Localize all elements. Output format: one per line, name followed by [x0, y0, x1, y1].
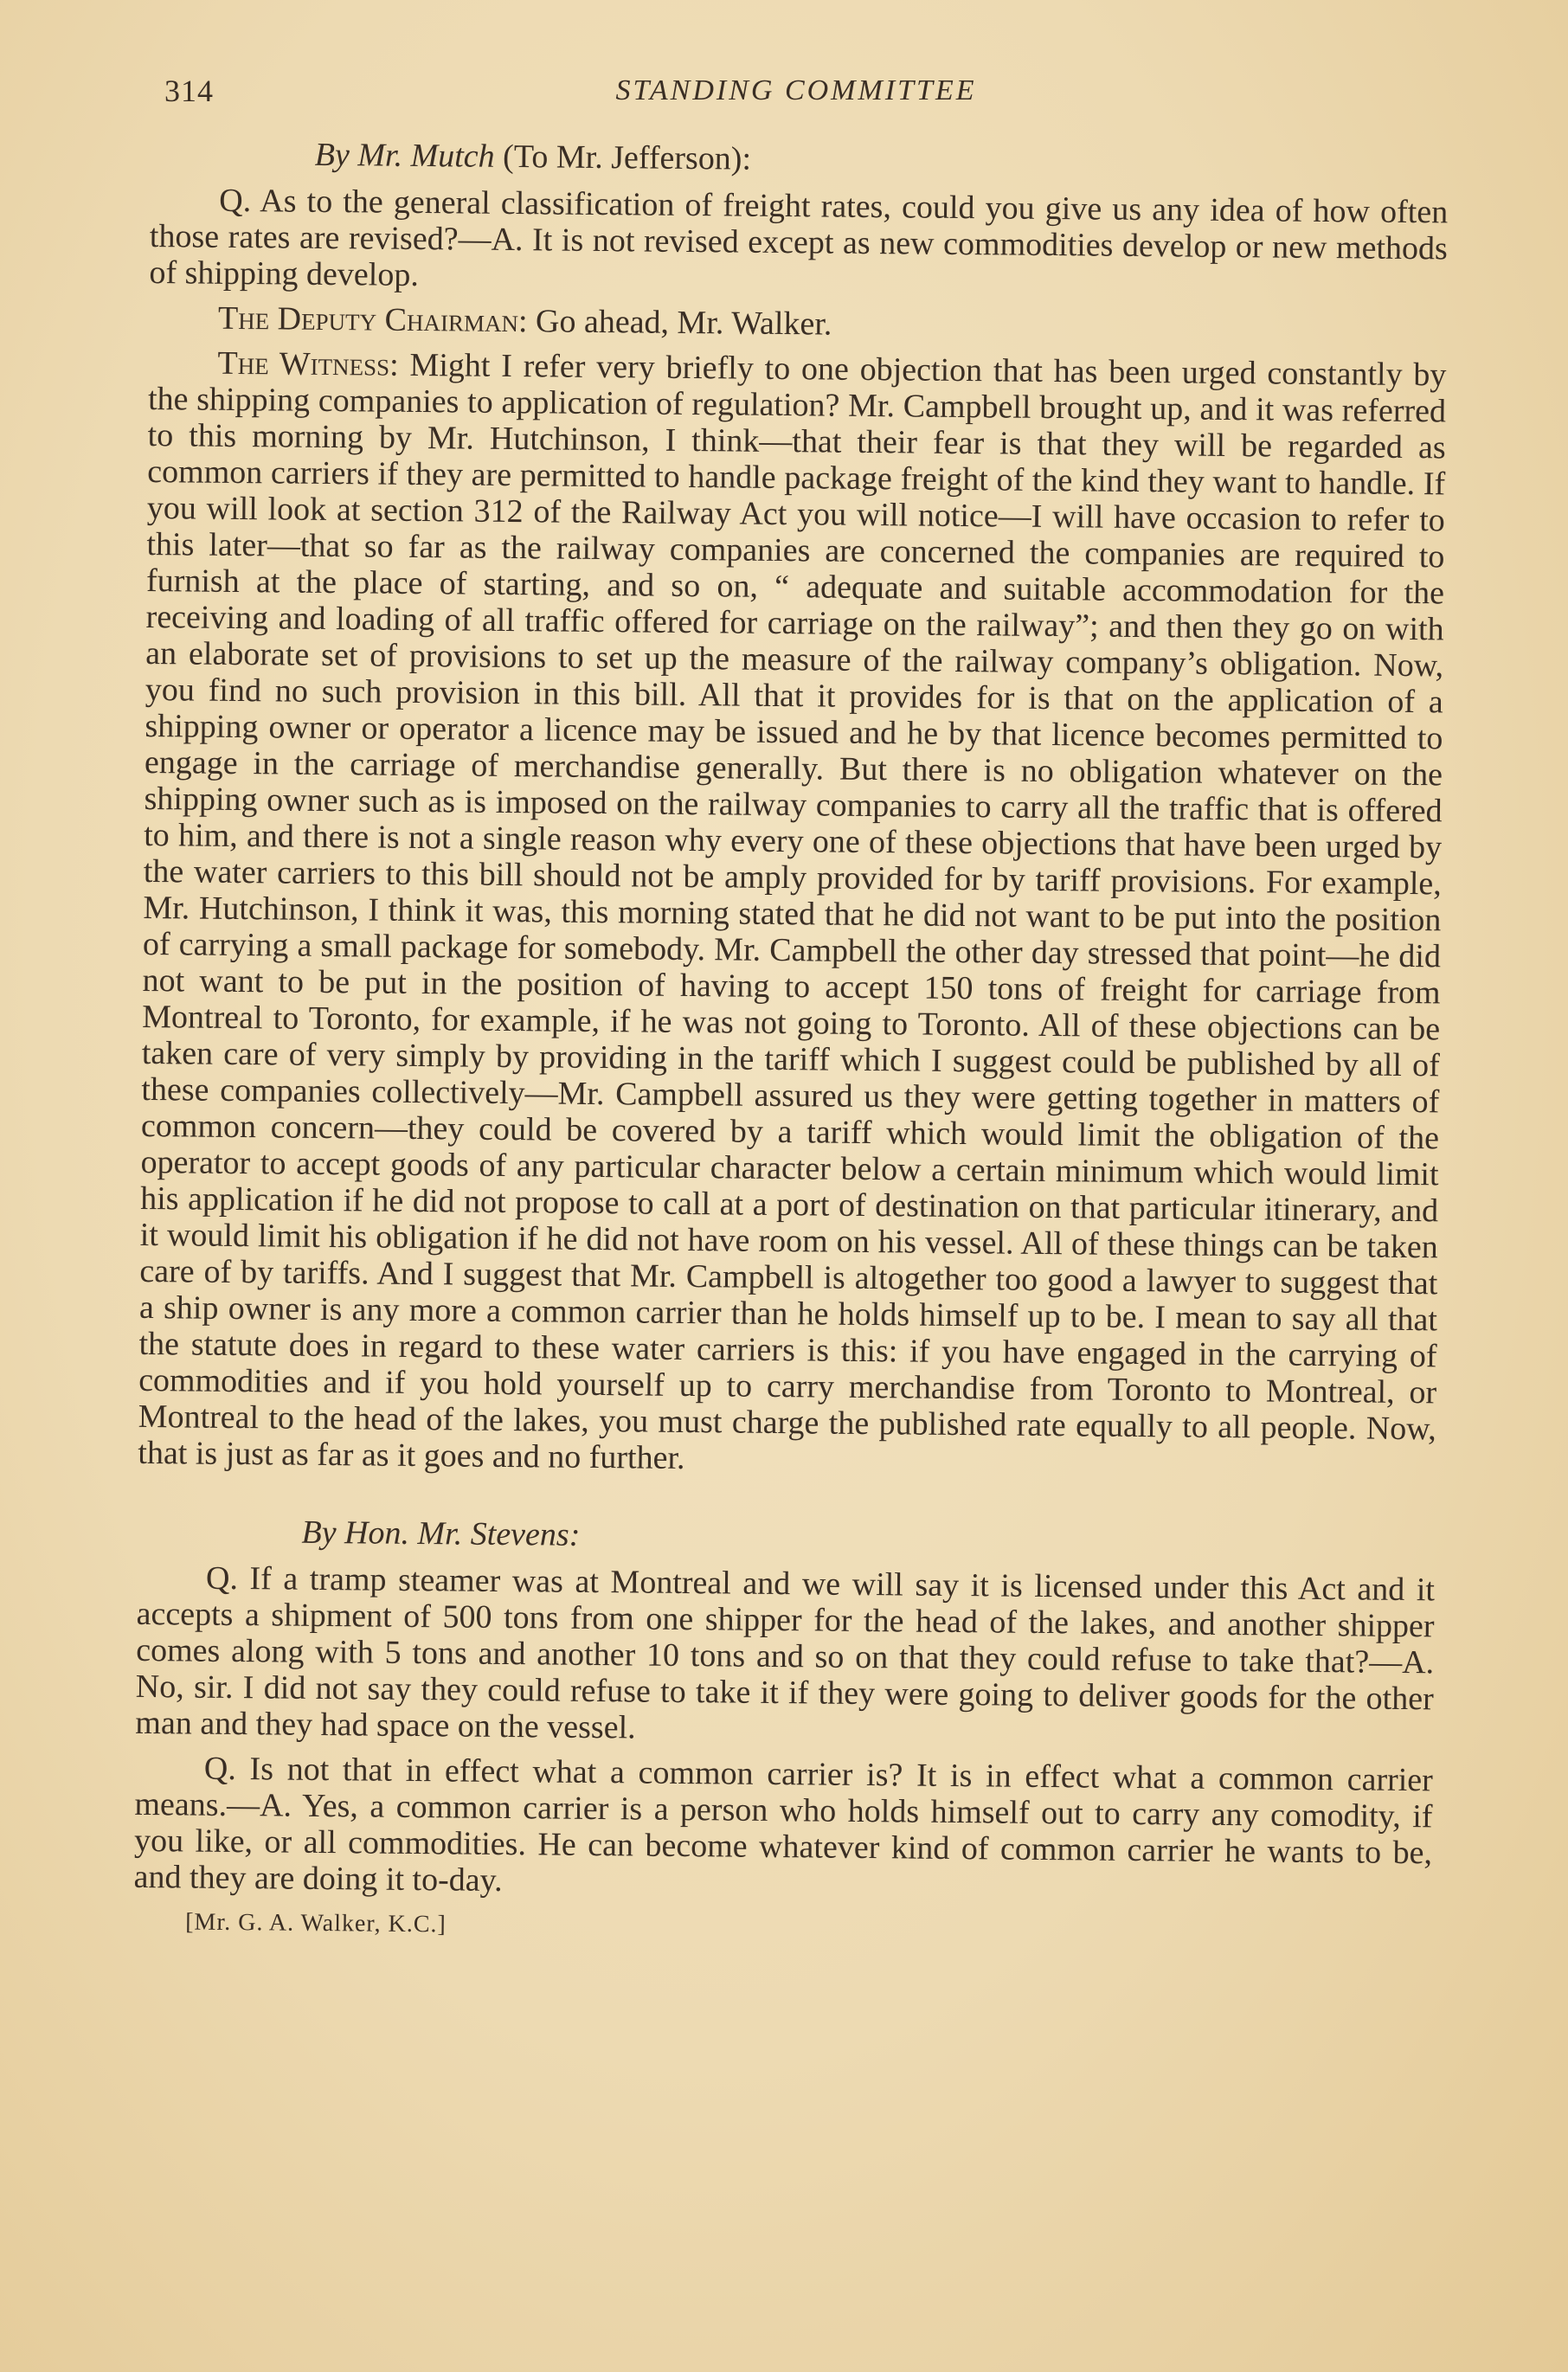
speaker-label: The Witness: [217, 344, 399, 383]
page-header [164, 66, 1428, 118]
examiner-addressee: (To Mr. Jefferson): [502, 138, 752, 177]
examiner-heading [151, 135, 1449, 183]
speech-text: Might I refer very briefly to one objection that has been urged constantly by the shipping companies to application of regulation? Mr. Campbell brought up, and it was referred to this morning by Mr. Hutchinson, I think—that their fear is that they will be regarded as common carriers if they are permitted to handle package freight of the kind they want to handle. If you will look at section 312 of the Railway Act you will notice—I will have occasion to refer to this later—that so far as the railway companies are concerned the companies are required to furnish at the place of starting, and so on, “ adequate and suitable accommodation for the receiving and loading of all traffic offered for carriage on the railway”; and then they go on with an elaborate set of provisions to set up the measure of the railway company’s obligation. Now, you find no such provision in this bill. All that it provides for is that on the application of a shipping owner or operator a licence may be issued and he by that licence becomes permitted to engage in the carriage of merchandise generally. But there is no obligation whatever on the shipping owner such as is imposed on the railway companies to carry all the traffic that is offered to him, and there is not a single reason why every one of these objections that have been urged by the water carriers to this bill should not be amply provided for by tariff provisions. For example, Mr. Hutchinson, I think it was, this morning stated that he did not want to be put into the position of carrying a small package for somebody. Mr. Campbell the other day stressed that point—he did not want to be put in the position of having to accept 150 tons of freight for carriage from Montreal to Toronto, for example, if he was not going to Toronto. All of these objections can be taken care of very simply by providing in the tariff which I suggest could be published by all of these companies collectively—Mr. Campbell assured us they were getting together in matters of common concern—they could be covered by a tariff which would limit the obligation of the operator to accept goods of any particular character below a certain minimum which would limit his application if he did not propose to call at a port of destination on that particular itinerary, and it would limit his obligation if he did not have room on his vessel. All of these things can be taken care of by tariffs. And I suggest that Mr. Campbell is altogether too good a lawyer to suggest that a ship owner is any more a common carrier than he holds himself up to be. I mean to say all that the statute does in regard to these water carriers is this: if you have engaged in the carrying of commodities and if you hold yourself up to carry merchandise from Toronto to Montreal, or Montreal to the head of the lakes, you must charge the published rate equally to all people. Now, that is just as far as it goes and no further. [138, 346, 1447, 1476]
question-paragraph: Q. Is not that in effect what a common carrier is? It is in effect what a common carrier means.—A. Yes, a common carrier is a person who holds himself out to carry any comodity, if you like, or all commodities. He can become whatever kind of common carrier he wants to be, and they are doing it to-day. [133, 1750, 1434, 1899]
question-paragraph: Q. If a tramp steamer was at Montreal and we will say it is licensed under this Act and it accepts a shipment of 500 tons from one shipper for the head of the lakes, and another shipper comes along with 5 tons and another 10 tons and so on that they could refuse to take that?—A. No, sir. I did not say they could refuse to take it if they were going to deliver goods for the other man and they had space on the vessel. [135, 1559, 1436, 1746]
examiner-heading [137, 1513, 1435, 1561]
witness-reference: [Mr. G. A. Walker, K.C.] [185, 1908, 447, 1938]
speech-text: Go ahead, Mr. Walker. [527, 303, 832, 343]
document-page [130, 52, 1462, 2337]
witness-paragraph [138, 344, 1446, 1483]
examiner-name: By Mr. Mutch [314, 136, 495, 175]
examiner-name: By Hon. Mr. Stevens: [301, 1514, 581, 1553]
document-body [133, 135, 1449, 1952]
running-title: STANDING COMMITTEE [615, 74, 977, 106]
question-paragraph: Q. As to the general classification of freight rates, could you give us any idea of how often those rates are revised?—A. It is not revised except as new commodities develop or new methods of shipping develop. [149, 182, 1449, 293]
page-number: 314 [164, 74, 214, 108]
speaker-label: The Deputy Chairman: [217, 299, 528, 340]
chairman-paragraph [149, 299, 1447, 348]
